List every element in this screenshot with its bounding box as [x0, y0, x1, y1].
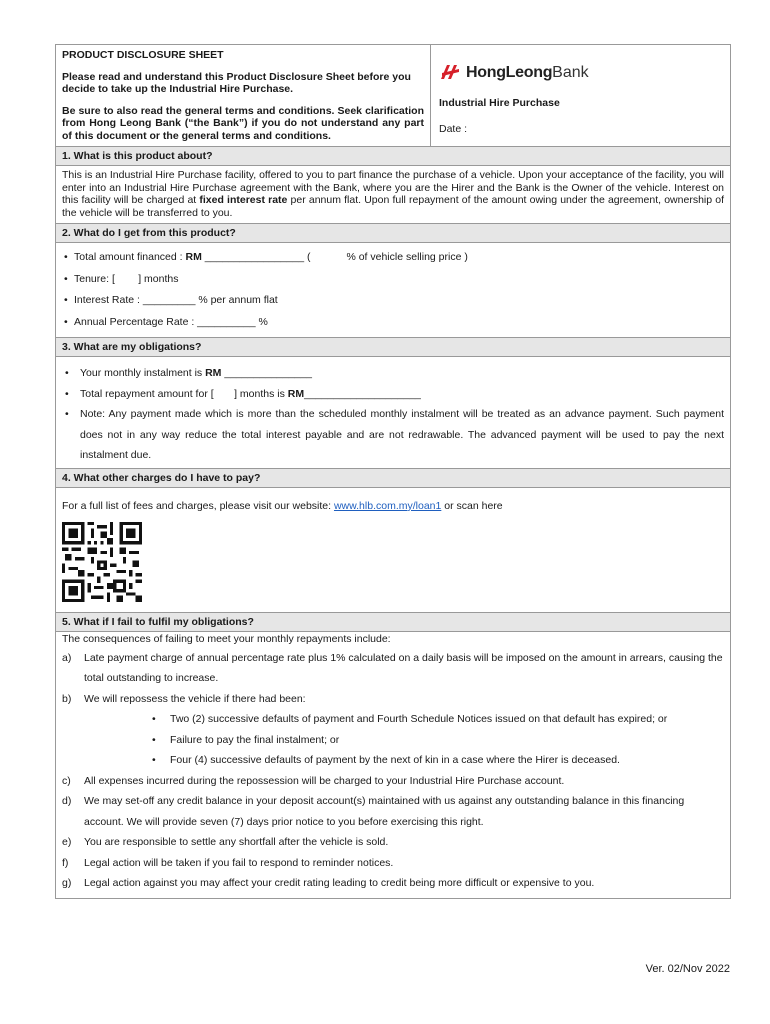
- section-2-body: [56, 243, 730, 338]
- monthly-instalment-blank: _______________: [221, 367, 312, 380]
- section-1-body: [56, 166, 730, 224]
- interest-rate-item: • Interest Rate : _________ % per annum flat: [62, 294, 724, 307]
- consequence-item-f: [62, 853, 724, 874]
- item-label: e): [62, 836, 72, 849]
- total-repayment-currency: RM: [287, 387, 305, 400]
- section-5-body: [56, 632, 730, 898]
- product-name: Industrial Hire Purchase: [439, 97, 560, 109]
- header-row: [56, 45, 730, 147]
- section-1-text-bold: fixed interest rate: [199, 194, 288, 207]
- bank-logo-name: HongLeong: [466, 64, 553, 81]
- section-1-text-a: This is an Industrial Hire Purchase facility, offered to you to part finance the purchase of a vehicle. Upon your acceptance of the facility, you will enter into an Industrial Hire Purchase agreement with the Bank, where you are the Hirer and the Bank is the Owner of the vehicle. Interest on this facility will be charged at: [62, 169, 724, 207]
- section-2-heading: 2. What do I get from this product?: [56, 224, 730, 243]
- section-5-heading: 5. What if I fail to fulfil my obligations?: [56, 613, 730, 632]
- item-label: d): [62, 795, 72, 808]
- version-label: Ver. 02/Nov 2022: [645, 963, 730, 975]
- item-text: Legal action will be taken if you fail to respond to reminder notices.: [84, 856, 394, 869]
- total-repayment-item: [62, 384, 724, 405]
- document-title: PRODUCT DISCLOSURE SHEET: [62, 49, 224, 61]
- fees-text-a: For a full list of fees and charges, please visit our website:: [62, 499, 334, 512]
- repossession-conditions-list: [62, 709, 724, 771]
- qr-code-icon[interactable]: [62, 522, 142, 602]
- condition-item: • Failure to pay the final instalment; or: [152, 730, 724, 751]
- monthly-instalment-label: Your monthly instalment is: [80, 367, 206, 380]
- consequence-item-g: [62, 873, 724, 894]
- consequence-item-c: [62, 771, 724, 792]
- consequence-item-b: [62, 689, 724, 710]
- header-text: [56, 45, 431, 146]
- total-financed-item: [62, 251, 724, 264]
- section-4-heading: 4. What other charges do I have to pay?: [56, 469, 730, 488]
- total-financed-blank: _________________ (: [201, 251, 311, 264]
- item-text: Late payment charge of annual percentage rate plus 1% calculated on a daily basis will be imposed on the amount in arrears, causing the total outstanding to increase.: [84, 651, 723, 685]
- header-info: [431, 45, 730, 146]
- disclosure-table: [55, 44, 731, 899]
- total-financed-percent: % of vehicle selling price ): [346, 251, 468, 264]
- fees-text-b: or scan here: [441, 499, 503, 512]
- item-label: f): [62, 856, 69, 869]
- condition-item: • Four (4) successive defaults of payment by the next of kin in a case where the Hirer is deceased.: [152, 750, 724, 771]
- section-2-list: [62, 251, 724, 328]
- item-text: We will repossess the vehicle if there had been:: [84, 692, 306, 705]
- intro-text: Please read and understand this Product Disclosure Sheet before you decide to take up the Industrial Hire Purchase.: [62, 70, 411, 95]
- fees-link[interactable]: www.hlb.com.my/loan1: [333, 499, 442, 512]
- section-4-body: [56, 488, 730, 613]
- item-text: You are responsible to settle any shortfall after the vehicle is sold.: [84, 836, 389, 849]
- consequence-item-e: [62, 832, 724, 853]
- total-repayment-label: Total repayment amount for [ ] months is: [80, 387, 288, 400]
- total-financed-currency: RM: [185, 251, 202, 264]
- tenure-item: • Tenure: [ ] months: [62, 273, 724, 286]
- product-disclosure-sheet: [55, 44, 731, 899]
- item-label: a): [62, 651, 72, 664]
- monthly-instalment-currency: RM: [205, 367, 222, 380]
- fees-text: [62, 500, 724, 513]
- section-3-body: [56, 357, 730, 469]
- section-1-text-b: per annum flat. Upon full repayment of the amount owing under the agreement, ownership of the vehicle will be transferred to you.: [62, 194, 724, 219]
- monthly-instalment-item: [62, 363, 724, 384]
- consequence-item-d: [62, 791, 724, 832]
- item-text: Legal action against you may affect your credit rating leading to credit being more difficult or expensive to you.: [84, 877, 595, 890]
- consequence-item-a: [62, 648, 724, 689]
- condition-item: • Two (2) successive defaults of payment and Fourth Schedule Notices issued on that default has expired; or: [152, 709, 724, 730]
- notice-text: Be sure to also read the general terms and conditions. Seek clarification from Hong Leong Bank (“the Bank”) if you do not understand any part of this document or the general terms and conditions.: [62, 104, 424, 142]
- bank-logo-bank: Bank: [552, 64, 589, 81]
- advance-payment-note: • Note: Any payment made which is more than the scheduled monthly instalment will be treated as an advance payment. Such payment does not in any way reduce the total interest payable and are not redrawable. The advanced payment will be used to pay the next instalment due.: [62, 404, 724, 466]
- item-text: We may set-off any credit balance in your deposit account(s) maintained with us against any outstanding balance in this financing account. We will provide seven (7) days prior notice to you before exercising this right.: [84, 795, 685, 828]
- section-1-heading: 1. What is this product about?: [56, 147, 730, 166]
- bank-logo-icon: [439, 63, 463, 83]
- date-label: Date :: [439, 123, 468, 135]
- item-text: All expenses incurred during the repossession will be charged to your Industrial Hire Purchase account.: [84, 774, 565, 787]
- item-label: b): [62, 692, 72, 705]
- total-repayment-blank: ____________________: [304, 387, 421, 400]
- section-5-intro: The consequences of failing to meet your monthly repayments include:: [62, 632, 391, 645]
- bank-logo: [439, 63, 722, 83]
- apr-item: • Annual Percentage Rate : __________ %: [62, 316, 724, 329]
- section-3-heading: 3. What are my obligations?: [56, 338, 730, 357]
- item-label: g): [62, 877, 72, 890]
- total-financed-label: Total amount financed :: [74, 251, 186, 264]
- section-3-list: [62, 363, 724, 466]
- item-label: c): [62, 774, 71, 787]
